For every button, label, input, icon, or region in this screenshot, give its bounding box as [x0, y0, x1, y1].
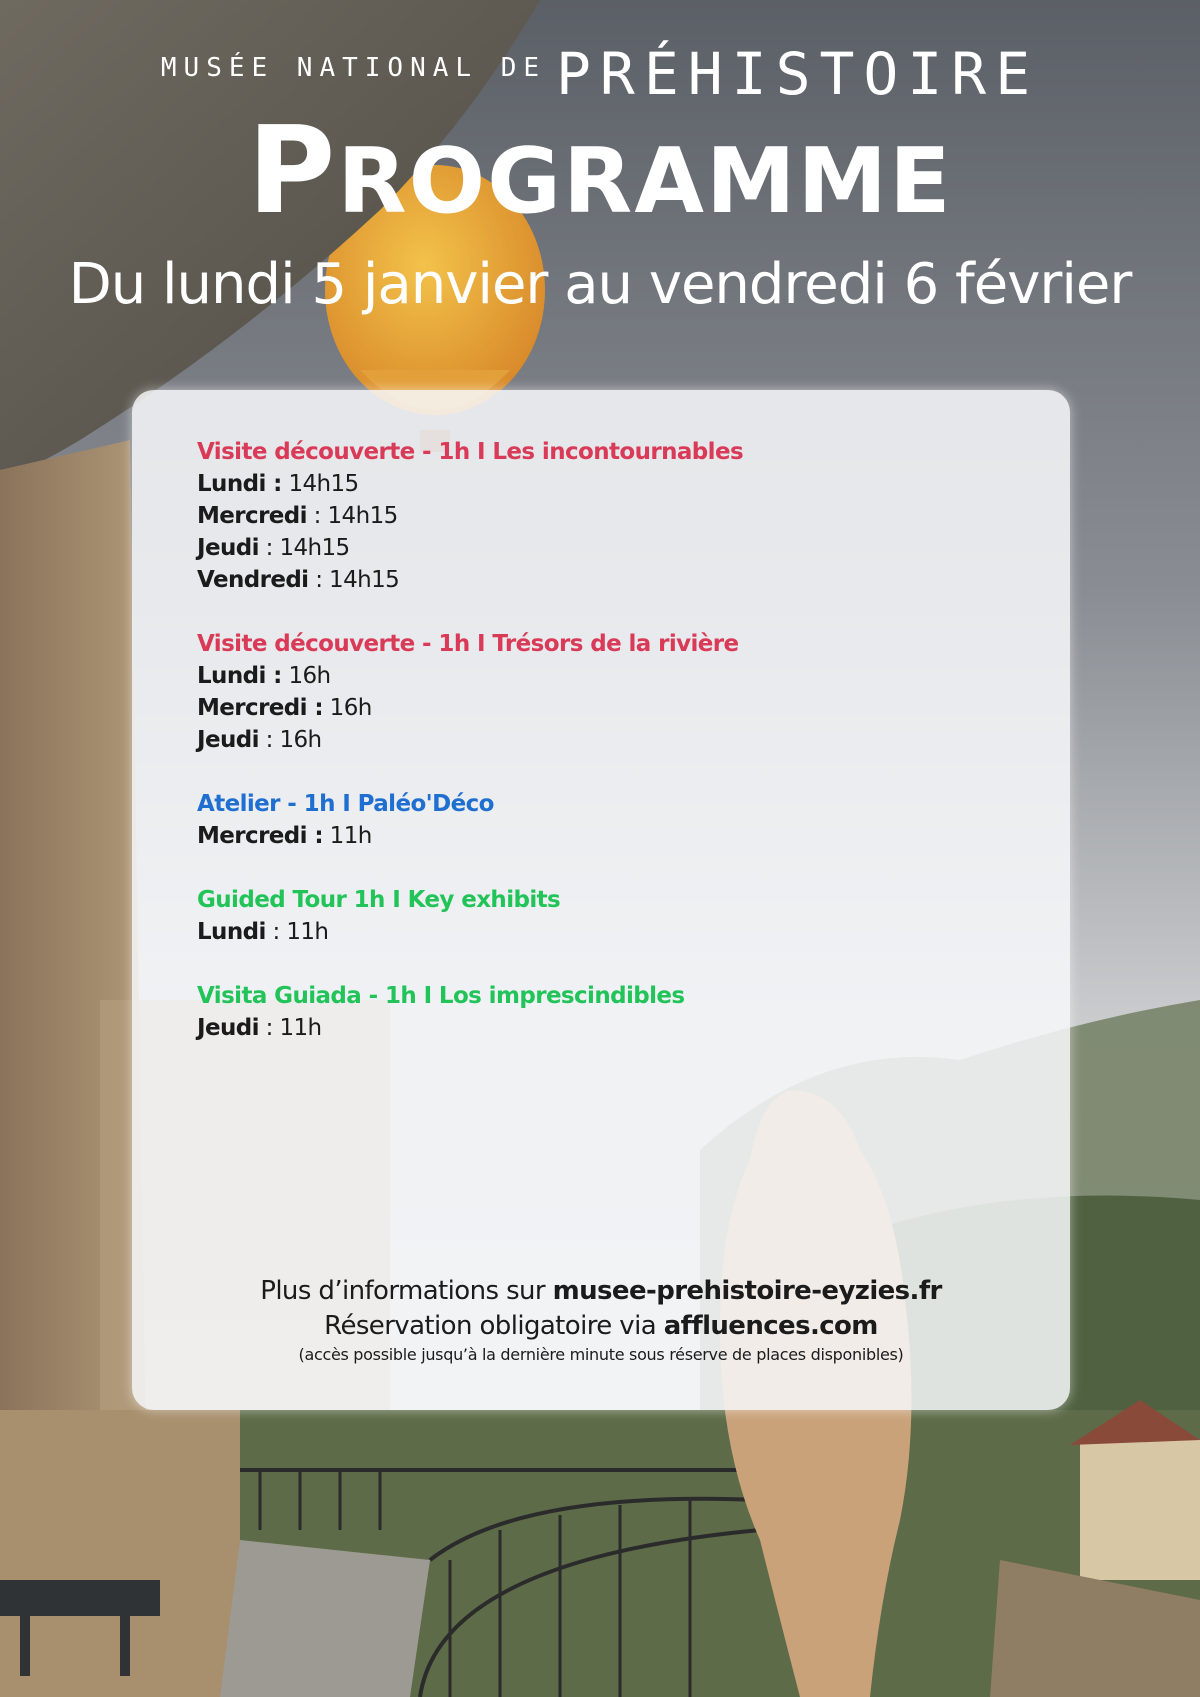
page-title	[0, 102, 1200, 241]
session-list	[197, 436, 1017, 1076]
slot-day: Lundi :	[197, 471, 282, 497]
booking-note: (accès possible jusqu’à la dernière minute sous réserve de places disponibles)	[298, 1345, 904, 1364]
schedule-slot	[197, 468, 1017, 500]
schedule-slot	[197, 532, 1017, 564]
slot-day: Mercredi	[197, 503, 307, 529]
booking-link[interactable]: affluences.com	[663, 1311, 878, 1341]
schedule-slot	[197, 500, 1017, 532]
booking-line	[132, 1309, 1070, 1344]
slot-day: Mercredi :	[197, 695, 323, 721]
slot-day: Jeudi	[197, 727, 259, 753]
slot-time: : 14h15	[258, 535, 350, 561]
page-title-rest: ROGRAMME	[337, 129, 953, 234]
museum-prefix: MUSÉE NATIONAL DE	[160, 53, 546, 83]
schedule-slot	[197, 564, 1017, 596]
page-title-initial: P	[247, 102, 338, 241]
slot-time: 16h	[322, 695, 372, 721]
session-title: Visite découverte - 1h I Trésors de la rivière	[197, 631, 739, 657]
programme-card	[132, 390, 1070, 1410]
schedule-slot	[197, 724, 1017, 756]
session-title: Visita Guiada - 1h I Los imprescindibles	[197, 983, 685, 1009]
slot-time: : 11h	[265, 919, 329, 945]
session-title: Visite découverte - 1h I Les incontournables	[197, 439, 744, 465]
session-block	[197, 628, 1017, 756]
session-title: Atelier - 1h I Paléo'Déco	[197, 791, 494, 817]
website-link[interactable]: musee-prehistoire-eyzies.fr	[552, 1276, 942, 1306]
schedule-slot	[197, 1012, 1017, 1044]
schedule-slot	[197, 916, 1017, 948]
session-block	[197, 884, 1017, 948]
museum-name: PRÉHISTOIRE	[556, 40, 1040, 108]
session-block	[197, 788, 1017, 852]
slot-day: Jeudi	[197, 535, 259, 561]
booking-prefix: Réservation obligatoire via	[324, 1311, 664, 1341]
slot-day: Mercredi :	[197, 823, 323, 849]
slot-time: : 16h	[258, 727, 322, 753]
slot-day: Lundi	[197, 919, 266, 945]
slot-day: Lundi :	[197, 663, 282, 689]
slot-day: Vendredi	[197, 567, 309, 593]
slot-time: 11h	[322, 823, 372, 849]
session-block	[197, 436, 1017, 596]
slot-time: : 14h15	[308, 567, 400, 593]
info-footer	[132, 1274, 1070, 1366]
schedule-slot	[197, 692, 1017, 724]
slot-time: 16h	[281, 663, 331, 689]
info-line	[132, 1274, 1070, 1309]
schedule-slot	[197, 660, 1017, 692]
slot-time: : 14h15	[306, 503, 398, 529]
date-range: Du lundi 5 janvier au vendredi 6 février	[68, 252, 1132, 317]
museum-logo	[0, 40, 1200, 108]
slot-time: 14h15	[281, 471, 359, 497]
session-block	[197, 980, 1017, 1044]
slot-time: : 11h	[258, 1015, 322, 1041]
schedule-slot	[197, 820, 1017, 852]
slot-day: Jeudi	[197, 1015, 259, 1041]
session-title: Guided Tour 1h I Key exhibits	[197, 887, 561, 913]
info-prefix: Plus d’informations sur	[260, 1276, 553, 1306]
